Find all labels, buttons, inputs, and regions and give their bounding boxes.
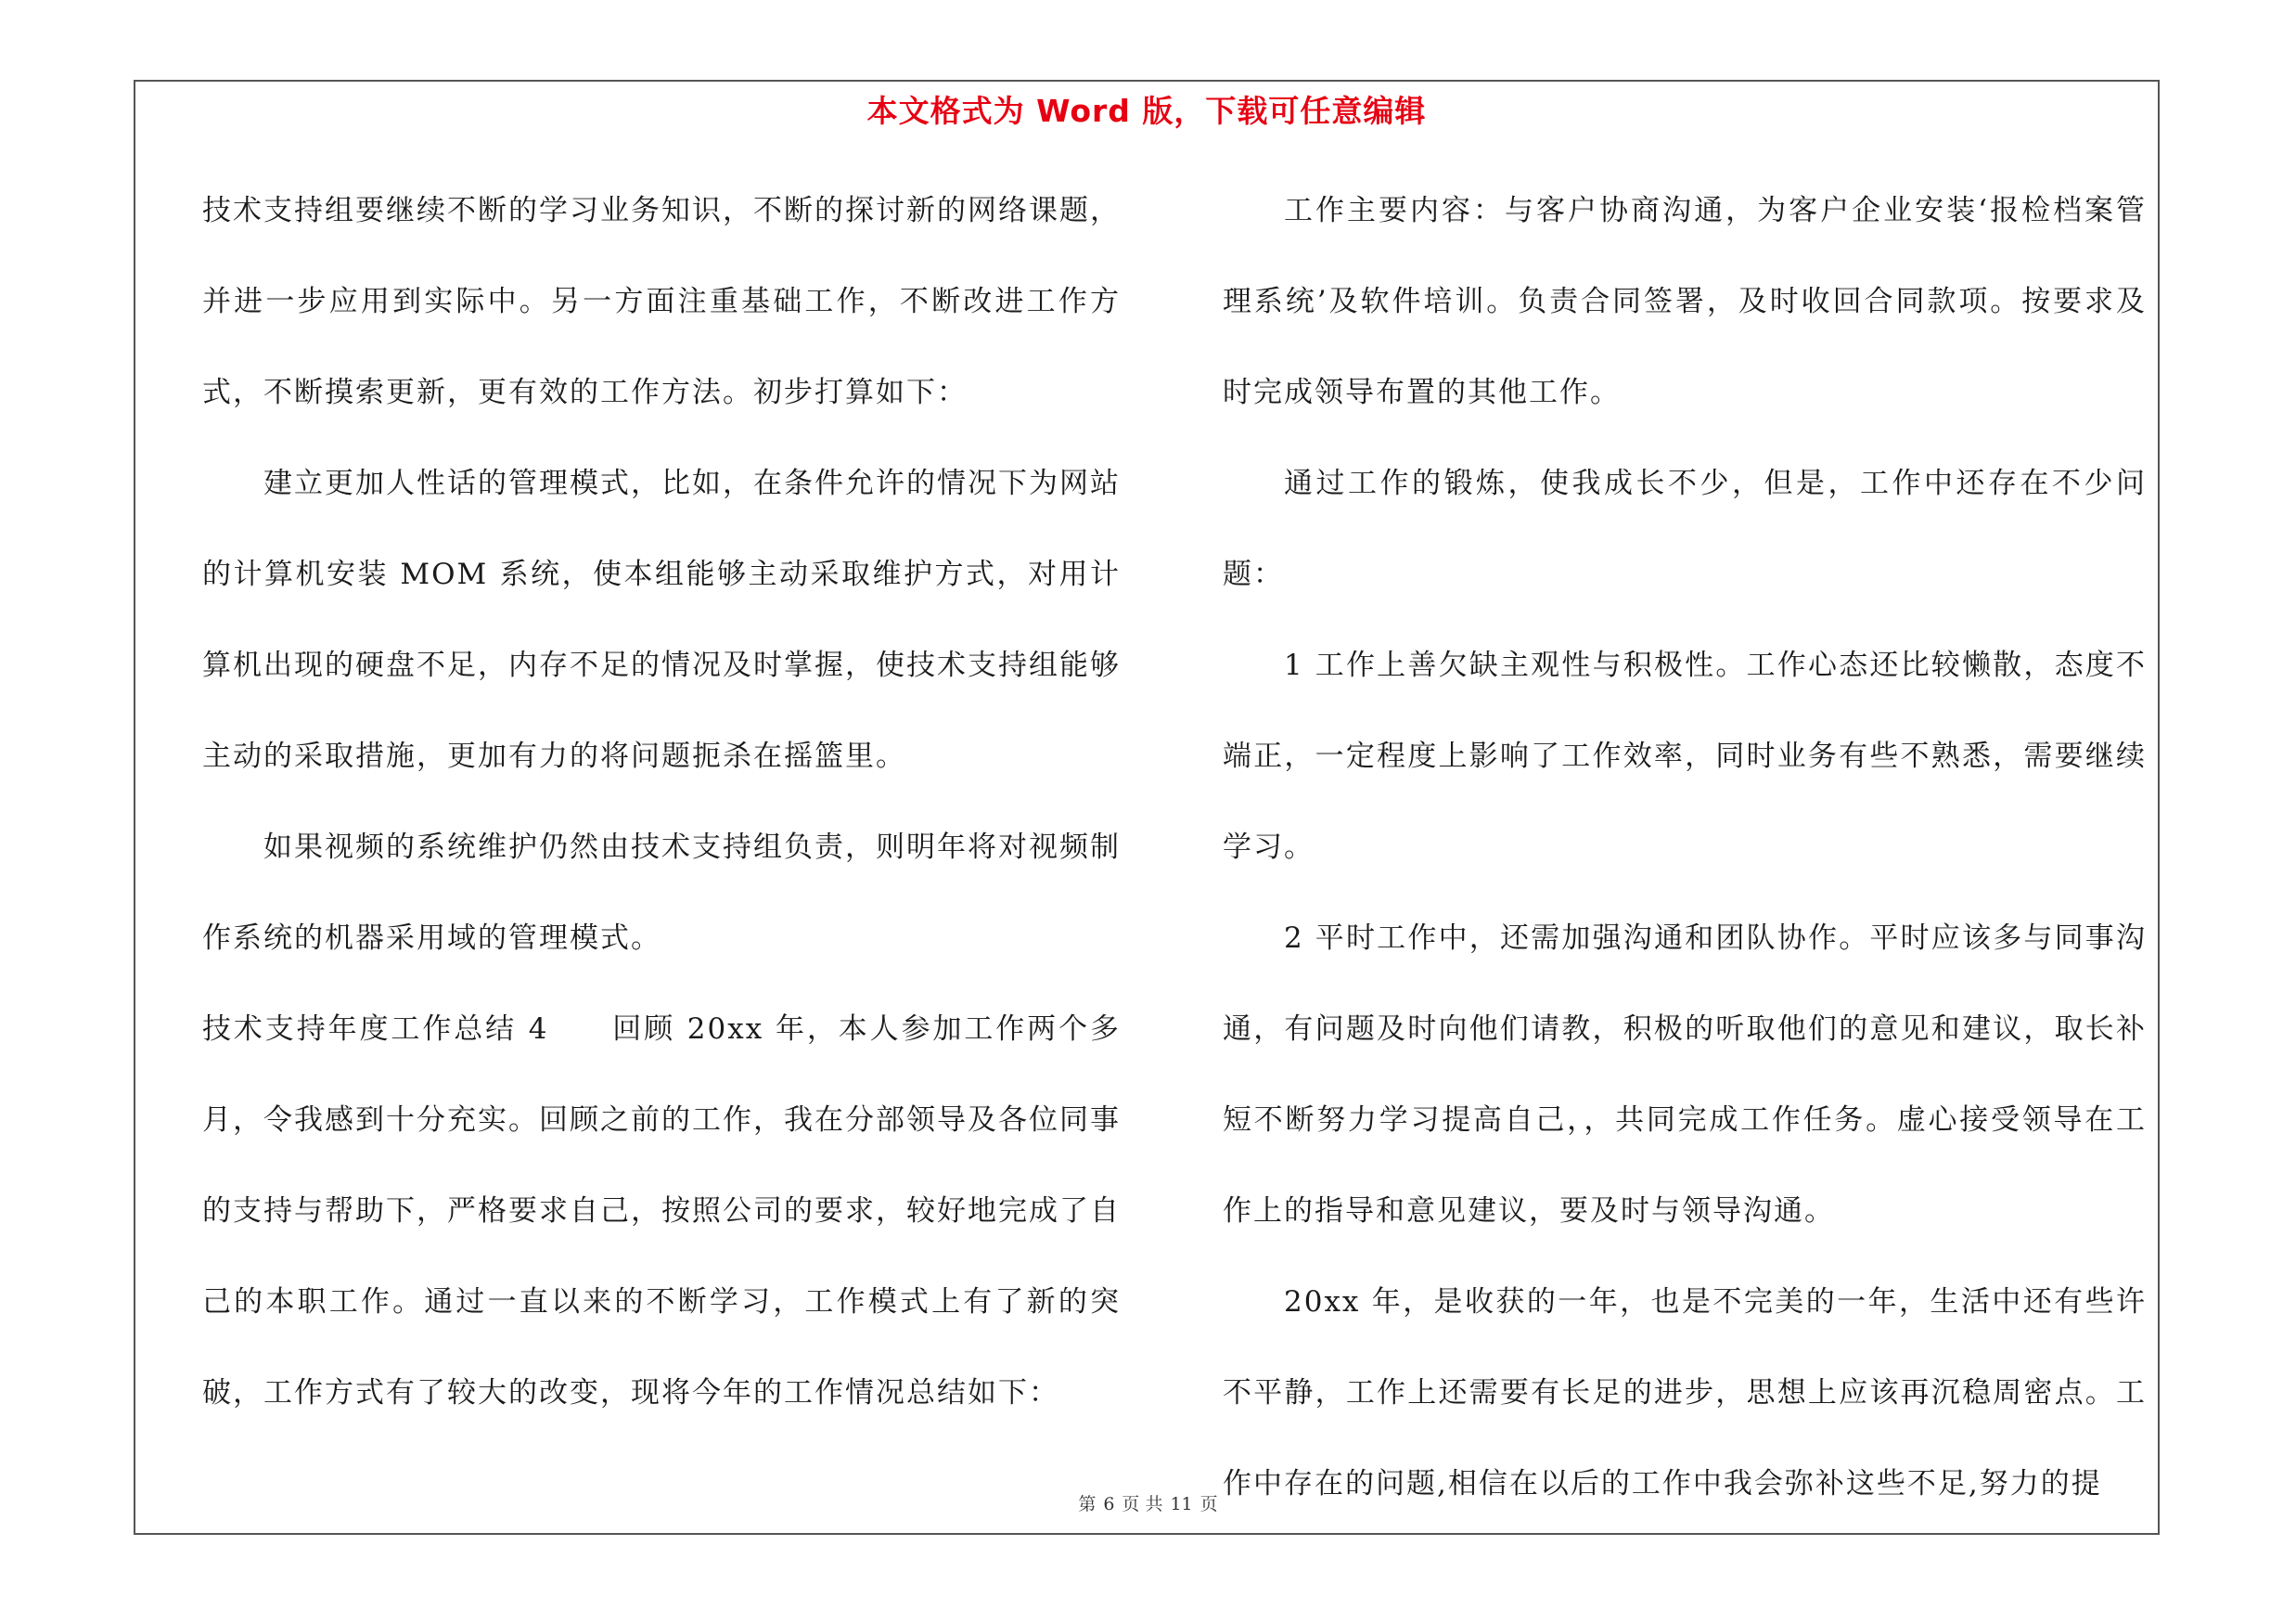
right-column: [1223, 165, 2147, 1529]
footer-current-page: 6: [1103, 1494, 1115, 1514]
left-paragraph-1: 技术支持组要继续不断的学习业务知识，不断的探讨新的网络课题，并进一步应用到实际中。另一方面注重基础工作，不断改进工作方式，不断摸索更新，更有效的工作方法。初步打算如下：: [202, 194, 1121, 409]
right-paragraph-2: 通过工作的锻炼，使我成长不少，但是，工作中还存在不少问题：: [1223, 467, 2147, 591]
footer-suffix: 页: [1199, 1494, 1218, 1514]
footer-total-pages: 11: [1170, 1494, 1193, 1514]
left-paragraph-4: 技术支持年度工作总结 4 回顾 20xx 年，本人参加工作两个多月，令我感到十分充实。回顾之前的工作，我在分部领导及各位同事的支持与帮助下，严格要求自己，按照公司的要求，较好地完成了自己的本职工作。通过一直以来的不断学习，工作模式上有了新的突破，工作方式有了较大的改变，现将今年的工作情况总结如下：: [202, 1012, 1121, 1410]
header-banner: 本文格式为 Word 版，下载可任意编辑: [866, 93, 1427, 129]
right-paragraph-1: 工作主要内容：与客户协商沟通，为客户企业安装‘报检档案管理系统’及软件培训。负责合同签署，及时收回合同款项。按要求及时完成领导布置的其他工作。: [1223, 194, 2147, 409]
left-column: [202, 165, 1121, 1438]
right-paragraph-3: 1 工作上善欠缺主观性与积极性。工作心态还比较懒散，态度不端正，一定程度上影响了工作效率，同时业务有些不熟悉，需要继续学习。: [1223, 649, 2147, 864]
page-footer: [0, 1490, 2296, 1515]
footer-middle: 页 共: [1122, 1494, 1163, 1514]
left-paragraph-2: 建立更加人性话的管理模式，比如，在条件允许的情况下为网站的计算机安装 MOM 系统，使本组能够主动采取维护方式，对用计算机出现的硬盘不足，内存不足的情况及时掌握，使技术支持组能够主动的采取措施，更加有力的将问题扼杀在摇篮里。: [202, 467, 1121, 773]
left-paragraph-3: 如果视频的系统维护仍然由技术支持组负责，则明年将对视频制作系统的机器采用域的管理模式。: [202, 831, 1121, 955]
right-paragraph-5: 20xx 年，是收获的一年，也是不完美的一年，生活中还有些许不平静，工作上还需要有长足的进步，思想上应该再沉稳周密点。工作中存在的问题,相信在以后的工作中我会弥补这些不足,努力的提: [1223, 1285, 2147, 1501]
footer-prefix: 第: [1078, 1494, 1097, 1514]
right-paragraph-4: 2 平时工作中，还需加强沟通和团队协作。平时应该多与同事沟通，有问题及时向他们请教，积极的听取他们的意见和建议，取长补短不断努力学习提高自己，，共同完成工作任务。虚心接受领导在工作上的指导和意见建议，要及时与领导沟通。: [1223, 921, 2147, 1228]
